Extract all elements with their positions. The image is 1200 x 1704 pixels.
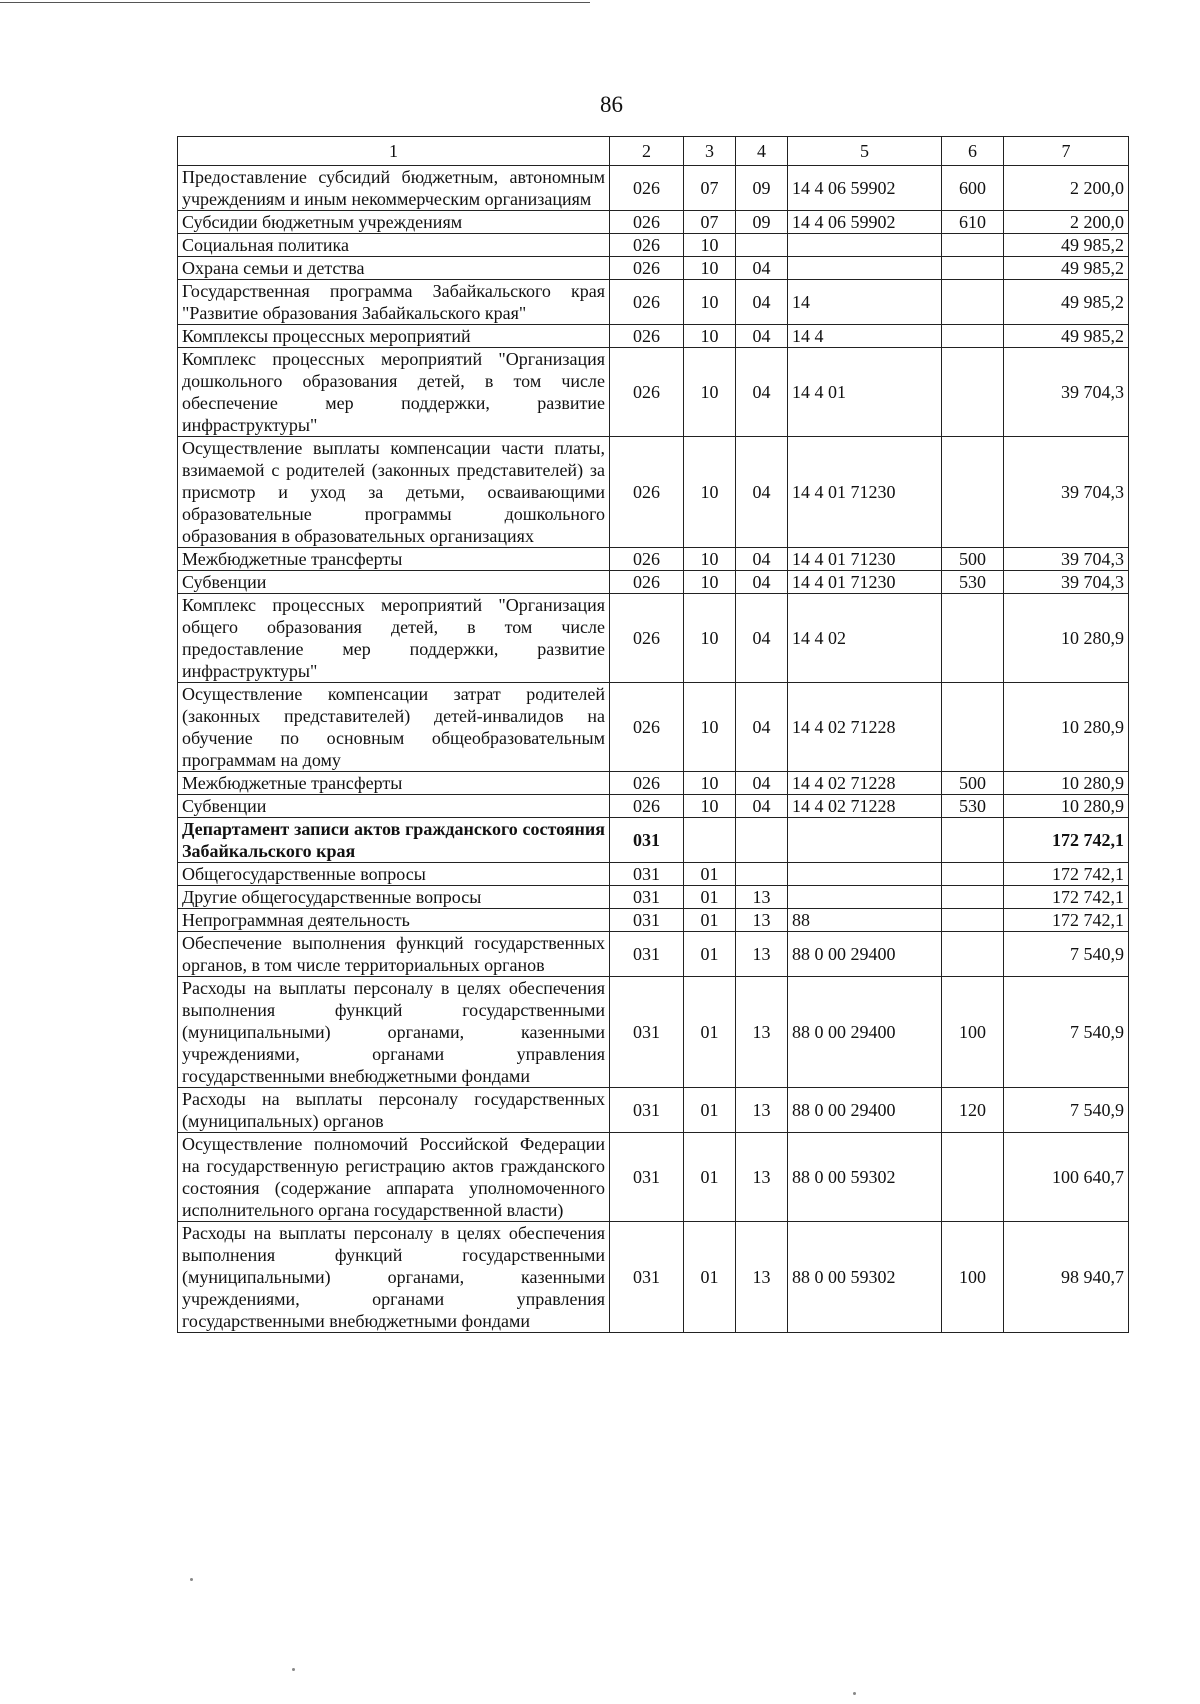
row-target-article-cell: 14 4 06 59902 (788, 211, 942, 234)
row-admin-code-cell: 031 (610, 932, 684, 977)
row-section-cell: 01 (684, 886, 736, 909)
row-name-cell: Расходы на выплаты персоналу государственных (муниципальных) органов (178, 1088, 610, 1133)
page-number: 86 (600, 92, 623, 117)
row-admin-code-cell: 026 (610, 348, 684, 437)
row-name-cell: Межбюджетные трансферты (178, 548, 610, 571)
row-amount-cell: 49 985,2 (1004, 280, 1129, 325)
row-subsection-cell: 13 (736, 1133, 788, 1222)
row-amount-cell: 172 742,1 (1004, 863, 1129, 886)
row-name-cell: Субсидии бюджетным учреждениям (178, 211, 610, 234)
row-name-cell: Социальная политика (178, 234, 610, 257)
row-target-article-cell (788, 863, 942, 886)
row-subsection-cell: 13 (736, 977, 788, 1088)
row-amount-cell: 172 742,1 (1004, 909, 1129, 932)
row-subsection-cell: 04 (736, 571, 788, 594)
row-admin-code-cell: 031 (610, 863, 684, 886)
row-subsection-cell: 04 (736, 437, 788, 548)
row-name-cell: Расходы на выплаты персоналу в целях обеспечения выполнения функций государственными (муниципальными) органами, казенными учреждениями, органами управления государственными внебюджетными фондами (178, 977, 610, 1088)
row-target-article-cell: 88 (788, 909, 942, 932)
row-section-cell: 10 (684, 772, 736, 795)
row-section-cell: 10 (684, 594, 736, 683)
row-subsection-cell: 04 (736, 795, 788, 818)
table-body (178, 166, 1129, 1333)
row-admin-code-cell: 026 (610, 795, 684, 818)
table-row (178, 932, 1129, 977)
row-amount-cell: 39 704,3 (1004, 348, 1129, 437)
row-admin-code-cell: 026 (610, 166, 684, 211)
row-target-article-cell (788, 234, 942, 257)
row-amount-cell: 39 704,3 (1004, 437, 1129, 548)
row-section-cell: 01 (684, 932, 736, 977)
row-subsection-cell: 04 (736, 257, 788, 280)
row-expense-type-cell (942, 683, 1004, 772)
column-header: 7 (1004, 137, 1129, 166)
row-amount-cell: 10 280,9 (1004, 683, 1129, 772)
row-amount-cell: 2 200,0 (1004, 166, 1129, 211)
table-row (178, 909, 1129, 932)
row-target-article-cell (788, 257, 942, 280)
table-row (178, 280, 1129, 325)
row-amount-cell: 98 940,7 (1004, 1222, 1129, 1333)
row-name-cell: Субвенции (178, 571, 610, 594)
row-subsection-cell: 04 (736, 280, 788, 325)
row-subsection-cell: 13 (736, 1222, 788, 1333)
row-name-cell: Комплексы процессных мероприятий (178, 325, 610, 348)
row-section-cell: 01 (684, 977, 736, 1088)
row-admin-code-cell: 031 (610, 818, 684, 863)
row-section-cell: 10 (684, 548, 736, 571)
row-name-cell: Департамент записи актов гражданского состояния Забайкальского края (178, 818, 610, 863)
row-expense-type-cell (942, 594, 1004, 683)
scan-speck (190, 1578, 193, 1581)
row-admin-code-cell: 031 (610, 1133, 684, 1222)
table-row (178, 257, 1129, 280)
row-section-cell: 10 (684, 437, 736, 548)
row-section-cell: 07 (684, 211, 736, 234)
row-amount-cell: 10 280,9 (1004, 772, 1129, 795)
row-subsection-cell: 04 (736, 548, 788, 571)
row-subsection-cell: 04 (736, 683, 788, 772)
row-target-article-cell: 88 0 00 59302 (788, 1133, 942, 1222)
row-amount-cell: 49 985,2 (1004, 257, 1129, 280)
row-admin-code-cell: 026 (610, 280, 684, 325)
row-name-cell: Осуществление полномочий Российской Федерации на государственную регистрацию актов гражданского состояния (содержание аппарата уполномоченного исполнительного органа государственной власти) (178, 1133, 610, 1222)
row-amount-cell: 39 704,3 (1004, 571, 1129, 594)
row-section-cell: 10 (684, 348, 736, 437)
row-target-article-cell: 14 4 01 71230 (788, 437, 942, 548)
row-target-article-cell: 14 4 (788, 325, 942, 348)
table-row (178, 234, 1129, 257)
row-name-cell: Осуществление выплаты компенсации части платы, взимаемой с родителей (законных представителей) за присмотр и уход за детьми, осваивающими образовательные программы дошкольного образования в образовательных организациях (178, 437, 610, 548)
table-row (178, 325, 1129, 348)
row-section-cell (684, 818, 736, 863)
table-row (178, 795, 1129, 818)
scan-top-line (0, 2, 590, 3)
row-expense-type-cell (942, 886, 1004, 909)
row-expense-type-cell: 610 (942, 211, 1004, 234)
row-target-article-cell: 14 4 01 71230 (788, 548, 942, 571)
row-amount-cell: 39 704,3 (1004, 548, 1129, 571)
row-amount-cell: 172 742,1 (1004, 886, 1129, 909)
row-subsection-cell: 09 (736, 166, 788, 211)
row-amount-cell: 10 280,9 (1004, 795, 1129, 818)
row-amount-cell: 2 200,0 (1004, 211, 1129, 234)
row-target-article-cell: 88 0 00 29400 (788, 977, 942, 1088)
table-row (178, 166, 1129, 211)
row-expense-type-cell: 530 (942, 571, 1004, 594)
row-subsection-cell: 04 (736, 772, 788, 795)
table-row (178, 1133, 1129, 1222)
table-row (178, 886, 1129, 909)
row-expense-type-cell (942, 257, 1004, 280)
row-expense-type-cell (942, 348, 1004, 437)
row-expense-type-cell (942, 818, 1004, 863)
table-row (178, 211, 1129, 234)
row-section-cell: 10 (684, 257, 736, 280)
row-admin-code-cell: 026 (610, 211, 684, 234)
row-target-article-cell: 14 4 01 71230 (788, 571, 942, 594)
row-target-article-cell: 14 4 02 71228 (788, 683, 942, 772)
row-subsection-cell: 13 (736, 932, 788, 977)
column-header: 5 (788, 137, 942, 166)
row-admin-code-cell: 031 (610, 1222, 684, 1333)
row-name-cell: Предоставление субсидий бюджетным, автономным учреждениям и иным некоммерческим организациям (178, 166, 610, 211)
row-name-cell: Непрограммная деятельность (178, 909, 610, 932)
row-subsection-cell: 09 (736, 211, 788, 234)
row-section-cell: 10 (684, 571, 736, 594)
row-expense-type-cell: 530 (942, 795, 1004, 818)
row-expense-type-cell: 600 (942, 166, 1004, 211)
scan-speck (292, 1668, 295, 1671)
table-row (178, 348, 1129, 437)
row-expense-type-cell: 100 (942, 977, 1004, 1088)
row-section-cell: 10 (684, 795, 736, 818)
row-section-cell: 01 (684, 909, 736, 932)
row-target-article-cell: 14 4 02 71228 (788, 772, 942, 795)
row-subsection-cell: 13 (736, 909, 788, 932)
row-name-cell: Межбюджетные трансферты (178, 772, 610, 795)
row-amount-cell: 172 742,1 (1004, 818, 1129, 863)
row-amount-cell: 49 985,2 (1004, 234, 1129, 257)
row-subsection-cell: 13 (736, 1088, 788, 1133)
table-header-row (178, 137, 1129, 166)
row-section-cell: 10 (684, 234, 736, 257)
row-section-cell: 01 (684, 1133, 736, 1222)
row-admin-code-cell: 026 (610, 772, 684, 795)
row-admin-code-cell: 031 (610, 886, 684, 909)
table-row (178, 571, 1129, 594)
row-expense-type-cell (942, 437, 1004, 548)
row-expense-type-cell (942, 909, 1004, 932)
row-target-article-cell: 14 4 01 (788, 348, 942, 437)
row-section-cell: 01 (684, 1088, 736, 1133)
row-admin-code-cell: 026 (610, 325, 684, 348)
table-row (178, 977, 1129, 1088)
row-admin-code-cell: 026 (610, 571, 684, 594)
row-admin-code-cell: 026 (610, 683, 684, 772)
row-amount-cell: 100 640,7 (1004, 1133, 1129, 1222)
row-name-cell: Расходы на выплаты персоналу в целях обеспечения выполнения функций государственными (муниципальными) органами, казенными учреждениями, органами управления государственными внебюджетными фондами (178, 1222, 610, 1333)
row-target-article-cell: 88 0 00 59302 (788, 1222, 942, 1333)
row-expense-type-cell (942, 1133, 1004, 1222)
column-header: 2 (610, 137, 684, 166)
row-subsection-cell: 04 (736, 348, 788, 437)
table-row (178, 1088, 1129, 1133)
table-row (178, 818, 1129, 863)
table-row (178, 683, 1129, 772)
row-section-cell: 01 (684, 863, 736, 886)
row-section-cell: 10 (684, 325, 736, 348)
row-section-cell: 10 (684, 683, 736, 772)
row-subsection-cell: 13 (736, 886, 788, 909)
row-name-cell: Государственная программа Забайкальского края "Развитие образования Забайкальского края" (178, 280, 610, 325)
column-header: 6 (942, 137, 1004, 166)
row-name-cell: Общегосударственные вопросы (178, 863, 610, 886)
row-admin-code-cell: 026 (610, 548, 684, 571)
row-target-article-cell (788, 886, 942, 909)
row-name-cell: Комплекс процессных мероприятий "Организация общего образования детей, в том числе предоставление мер поддержки, развитие инфраструктуры" (178, 594, 610, 683)
row-target-article-cell: 88 0 00 29400 (788, 932, 942, 977)
table-row (178, 548, 1129, 571)
column-header: 1 (178, 137, 610, 166)
table-row (178, 594, 1129, 683)
row-expense-type-cell (942, 280, 1004, 325)
row-amount-cell: 7 540,9 (1004, 1088, 1129, 1133)
row-target-article-cell: 14 4 02 (788, 594, 942, 683)
row-admin-code-cell: 031 (610, 909, 684, 932)
row-target-article-cell: 14 (788, 280, 942, 325)
row-amount-cell: 49 985,2 (1004, 325, 1129, 348)
row-expense-type-cell (942, 234, 1004, 257)
column-header: 4 (736, 137, 788, 166)
row-section-cell: 10 (684, 280, 736, 325)
row-target-article-cell (788, 818, 942, 863)
row-subsection-cell: 04 (736, 594, 788, 683)
row-amount-cell: 10 280,9 (1004, 594, 1129, 683)
row-subsection-cell (736, 863, 788, 886)
row-expense-type-cell: 500 (942, 772, 1004, 795)
row-expense-type-cell (942, 325, 1004, 348)
scan-speck (853, 1692, 856, 1695)
table-row (178, 863, 1129, 886)
table-row (178, 772, 1129, 795)
row-admin-code-cell: 026 (610, 234, 684, 257)
table-row (178, 1222, 1129, 1333)
row-target-article-cell: 14 4 02 71228 (788, 795, 942, 818)
row-name-cell: Осуществление компенсации затрат родителей (законных представителей) детей-инвалидов на обучение по основным общеобразовательным программам на дому (178, 683, 610, 772)
row-expense-type-cell: 120 (942, 1088, 1004, 1133)
row-target-article-cell: 88 0 00 29400 (788, 1088, 942, 1133)
row-name-cell: Комплекс процессных мероприятий "Организация дошкольного образования детей, в том числе обеспечение мер поддержки, развитие инфраструктуры" (178, 348, 610, 437)
row-expense-type-cell: 500 (942, 548, 1004, 571)
row-subsection-cell: 04 (736, 325, 788, 348)
row-expense-type-cell: 100 (942, 1222, 1004, 1333)
row-admin-code-cell: 026 (610, 437, 684, 548)
row-admin-code-cell: 026 (610, 594, 684, 683)
row-name-cell: Другие общегосударственные вопросы (178, 886, 610, 909)
row-section-cell: 01 (684, 1222, 736, 1333)
budget-table (177, 136, 1129, 1333)
row-subsection-cell (736, 818, 788, 863)
row-amount-cell: 7 540,9 (1004, 977, 1129, 1088)
row-subsection-cell (736, 234, 788, 257)
column-header: 3 (684, 137, 736, 166)
row-admin-code-cell: 031 (610, 977, 684, 1088)
row-name-cell: Обеспечение выполнения функций государственных органов, в том числе территориальных органов (178, 932, 610, 977)
row-amount-cell: 7 540,9 (1004, 932, 1129, 977)
row-expense-type-cell (942, 932, 1004, 977)
row-admin-code-cell: 031 (610, 1088, 684, 1133)
row-name-cell: Субвенции (178, 795, 610, 818)
row-expense-type-cell (942, 863, 1004, 886)
row-admin-code-cell: 026 (610, 257, 684, 280)
table-row (178, 437, 1129, 548)
row-section-cell: 07 (684, 166, 736, 211)
row-name-cell: Охрана семьи и детства (178, 257, 610, 280)
row-target-article-cell: 14 4 06 59902 (788, 166, 942, 211)
